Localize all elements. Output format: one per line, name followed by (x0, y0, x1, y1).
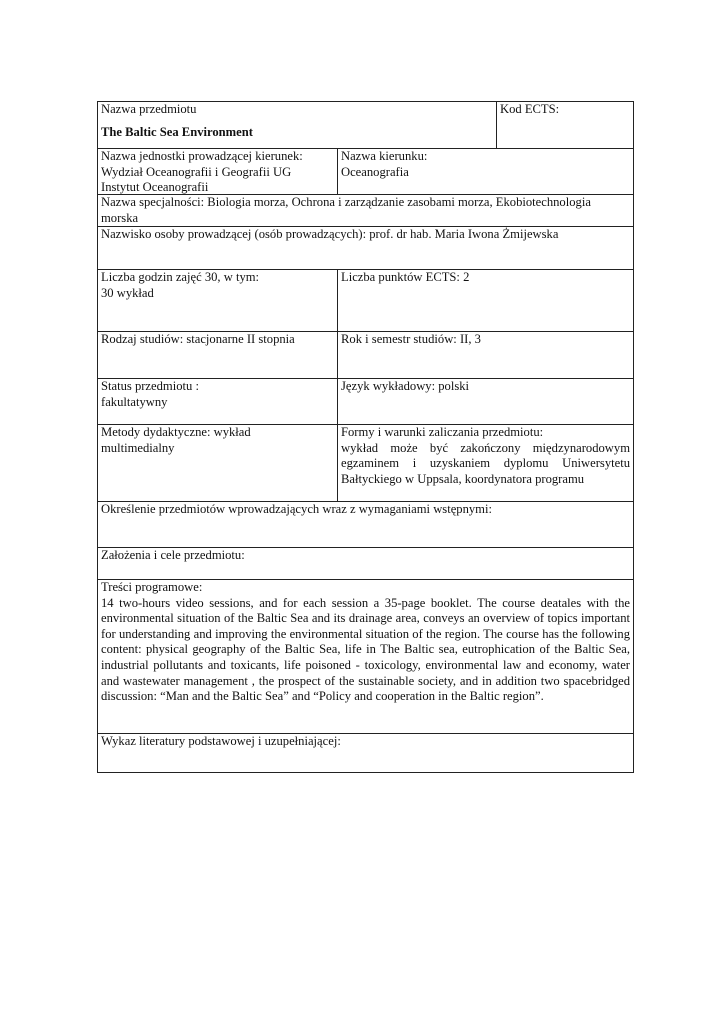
status-cell (97, 378, 337, 424)
ects-points-text: Liczba punktów ECTS: 2 (341, 270, 470, 284)
specialization-text: Nazwa specjalności: Biologia morza, Ochrona i zarządzanie zasobami morza, Ekobiotechnologia morska (101, 195, 591, 225)
unit-row (97, 148, 634, 194)
instructor-text: Nazwisko osoby prowadzącej (osób prowadzących): prof. dr hab. Maria Iwona Żmijewska (101, 227, 559, 241)
unit-label: Nazwa jednostki prowadzącej kierunek: (101, 149, 303, 163)
hours-cell (97, 269, 337, 331)
goals-text: Założenia i cele przedmiotu: (101, 548, 245, 562)
course-name-label: Nazwa przedmiotu (101, 102, 197, 116)
content-row (97, 579, 634, 733)
year-semester-text: Rok i semestr studiów: II, 3 (341, 332, 481, 346)
course-name-value: The Baltic Sea Environment (101, 124, 253, 139)
unit-line-2: Instytut Oceanografii (101, 180, 209, 194)
content-cell (97, 579, 634, 733)
methods-row (97, 424, 634, 501)
course-name-row (97, 101, 634, 148)
hours-row (97, 269, 634, 331)
language-text: Język wykładowy: polski (341, 379, 470, 393)
ects-code-label: Kod ECTS: (500, 102, 560, 116)
hours-line-2: 30 wykład (101, 285, 154, 300)
study-type-text: Rodzaj studiów: stacjonarne II stopnia (101, 332, 295, 346)
prerequisites-cell (97, 501, 634, 547)
prerequisites-row (97, 501, 634, 547)
methods-cell (97, 424, 337, 501)
language-cell (337, 378, 634, 424)
ects-code-cell (496, 101, 634, 148)
instructor-row (97, 226, 634, 269)
unit-line-1: Wydział Oceanografii i Geografii UG (101, 164, 292, 179)
year-semester-cell (337, 331, 634, 378)
status-line-1: Status przedmiotu : (101, 379, 199, 393)
field-value: Oceanografia (341, 164, 409, 179)
assessment-cell (337, 424, 634, 501)
course-name-cell (97, 101, 496, 148)
content-label: Treści programowe: (101, 580, 203, 594)
methods-line-2: multimedialny (101, 440, 175, 455)
methods-line-1: Metody dydaktyczne: wykład (101, 425, 251, 439)
assessment-text: wykład może być zakończony międzynarodowym egzaminem i uzyskaniem dyplomu Uniwersytetu Bałtyckiego w Uppsala, koordynatora programu (341, 440, 630, 486)
goals-cell (97, 547, 634, 579)
goals-row (97, 547, 634, 579)
ects-points-cell (337, 269, 634, 331)
literature-row (97, 733, 634, 773)
literature-text: Wykaz literatury podstawowej i uzupełniającej: (101, 734, 341, 748)
hours-line-1: Liczba godzin zajęć 30, w tym: (101, 270, 260, 284)
study-type-cell (97, 331, 337, 378)
status-line-2: fakultatywny (101, 394, 168, 409)
prerequisites-text: Określenie przedmiotów wprowadzających wraz z wymaganiami wstępnymi: (101, 502, 492, 516)
field-label: Nazwa kierunku: (341, 149, 428, 163)
content-text: 14 two-hours video sessions, and for each session a 35-page booklet. The course deatales with the environmental situation of the Baltic Sea and its drainage area, conveys an overview of topics important for understanding and improving the environmental situation of the region. The course has the following content: physical geography of the Baltic Sea, life in The Baltic sea, eutrophication of the Baltic Sea, industrial pollutants and toxicants, life poisoned - toxicology, environmental law and economy, water and wastewater management , the prospect of the sustainable society, and in addition two spacebridged discussion: “Man and the Baltic Sea” and “Policy and cooperation in the Baltic region”. (101, 595, 630, 704)
literature-cell (97, 733, 634, 773)
instructor-cell (97, 226, 634, 269)
status-row (97, 378, 634, 424)
specialization-cell (97, 194, 634, 226)
assessment-label: Formy i warunki zaliczania przedmiotu: (341, 425, 544, 439)
specialization-row (97, 194, 634, 226)
study-type-row (97, 331, 634, 378)
field-cell (337, 148, 634, 194)
unit-cell (97, 148, 337, 194)
